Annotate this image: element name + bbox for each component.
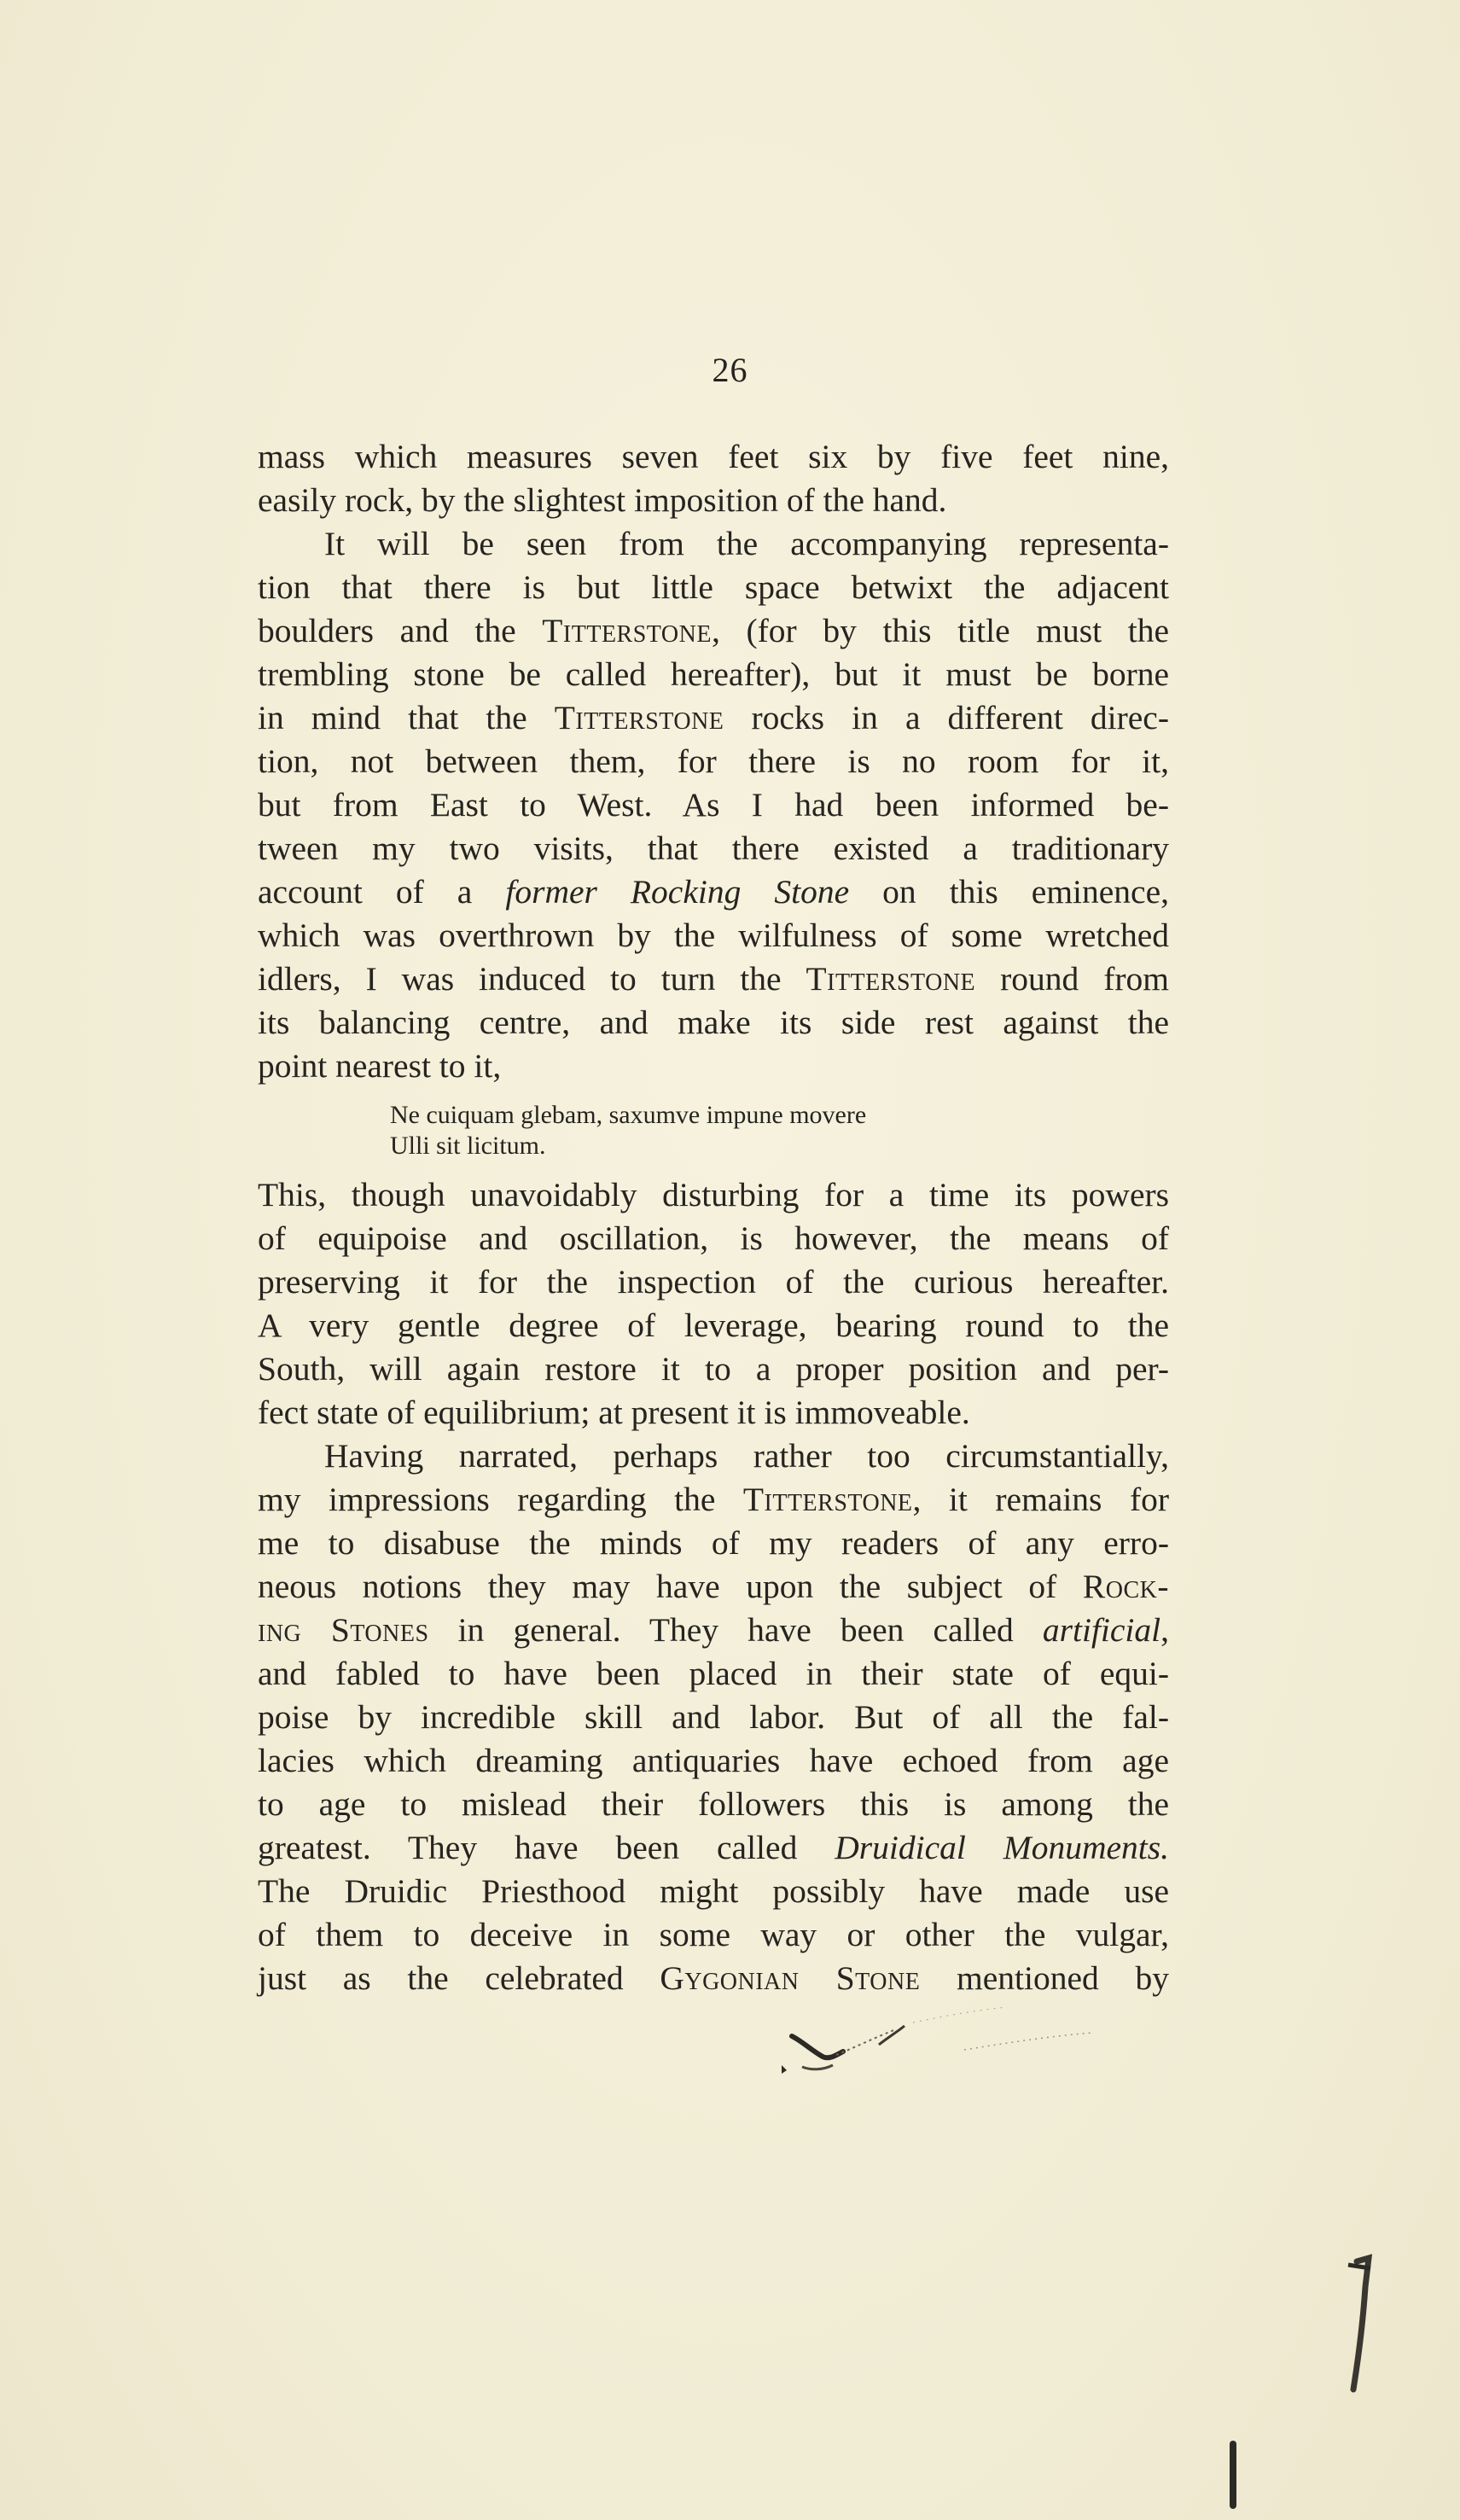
text-run: round from: [975, 960, 1169, 998]
margin-mark-icon: [1220, 2441, 1246, 2509]
text-line: The Druidic Priesthood might possibly have made use: [258, 1872, 1169, 1910]
page-number: 26: [712, 351, 748, 389]
text-line: [258, 1826, 1169, 1870]
text-run: in mind that the: [258, 699, 555, 736]
text-line: [258, 696, 1169, 740]
latin-quotation: [258, 1088, 1169, 1173]
text-line: which was overthrown by the wilfulness of some wretched: [258, 917, 1169, 954]
text-line: preserving it for the inspection of the curious hereafter.: [258, 1263, 1169, 1301]
text-line: [258, 957, 1169, 1001]
text-line: but from East to West. As I had been informed be-: [258, 786, 1169, 824]
text-line: fect state of equilibrium; at present it is immoveable.: [258, 1394, 970, 1431]
italic-phrase: former Rocking Stone: [505, 873, 850, 911]
quote-line: Ulli sit licitum.: [390, 1132, 546, 1160]
body-text: [258, 435, 1169, 2000]
text-line: to age to mislead their followers this is among the: [258, 1785, 1169, 1823]
text-run: my impressions regarding the: [258, 1481, 743, 1518]
text-line: mass which measures seven feet six by five feet nine,: [258, 438, 1169, 475]
text-line: trembling stone be called hereafter), but it must be borne: [258, 655, 1169, 693]
text-run: greatest. They have been called: [258, 1829, 835, 1866]
text-line: me to disabuse the minds of my readers of any erro-: [258, 1524, 1169, 1562]
text-line: its balancing centre, and make its side rest against the: [258, 1004, 1169, 1041]
text-line: A very gentle degree of leverage, bearing round to the: [258, 1307, 1169, 1344]
text-line: This, though unavoidably disturbing for a time its powers: [258, 1176, 1169, 1213]
text-run: ,: [1160, 1611, 1169, 1649]
small-caps-name: Gygonian Stone: [660, 1959, 921, 1997]
text-line: lacies which dreaming antiquaries have echoed from age: [258, 1742, 1169, 1779]
small-caps-name: Rock-: [1082, 1568, 1169, 1605]
text-run: just as the celebrated: [258, 1959, 660, 1997]
text-line: of equipoise and oscillation, is however, the means of: [258, 1219, 1169, 1257]
text-run: idlers, I was induced to turn the: [258, 960, 806, 998]
small-caps-name: Titterstone: [742, 1481, 913, 1518]
text-run: boulders and the: [258, 612, 543, 649]
text-line: [258, 1609, 1169, 1652]
italic-phrase: artificial: [1042, 1611, 1161, 1649]
text-run: mentioned by: [920, 1959, 1169, 1997]
text-run: account of a: [258, 873, 506, 911]
text-line: and fabled to have been placed in their state of equi-: [258, 1655, 1169, 1692]
text-line: of them to deceive in some way or other the vulgar,: [258, 1916, 1169, 1953]
ink-flourish-icon: [751, 1988, 1109, 2099]
text-run: on this eminence,: [849, 873, 1169, 911]
small-caps-name: Titterstone: [554, 699, 724, 736]
text-run: , (for by this title must the: [711, 612, 1169, 649]
small-caps-name: Titterstone: [806, 960, 976, 998]
italic-phrase: Druidical Monuments.: [835, 1829, 1169, 1866]
text-line: South, will again restore it to a proper position and per-: [258, 1350, 1169, 1388]
text-line: tion that there is but little space betwixt the adjacent: [258, 568, 1169, 606]
text-run: , it remains for: [912, 1481, 1169, 1518]
text-line: [258, 1478, 1169, 1522]
text-line: It will be seen from the accompanying representa-: [324, 525, 1169, 562]
text-line: point nearest to it,: [258, 1047, 502, 1085]
text-line: tion, not between them, for there is no room for it,: [258, 742, 1169, 780]
margin-mark-icon: [1331, 2253, 1382, 2398]
quote-line: Ne cuiquam glebam, saxumve impune movere: [390, 1101, 867, 1129]
text-line: tween my two visits, that there existed a traditionary: [258, 829, 1169, 867]
small-caps-name: Titterstone: [542, 612, 712, 649]
text-line: Having narrated, perhaps rather too circumstantially,: [324, 1437, 1169, 1475]
text-run: in general. They have been called: [428, 1611, 1043, 1649]
text-line: [258, 609, 1169, 653]
text-line: poise by incredible skill and labor. But of all the fal-: [258, 1698, 1169, 1736]
small-caps-name: ing Stones: [258, 1611, 429, 1649]
text-line: [258, 870, 1169, 914]
text-run: rocks in a different direc-: [724, 699, 1169, 736]
text-run: neous notions they may have upon the subject of: [258, 1568, 1083, 1605]
text-line: [258, 1565, 1169, 1609]
text-line: easily rock, by the slightest imposition of the hand.: [258, 481, 947, 519]
